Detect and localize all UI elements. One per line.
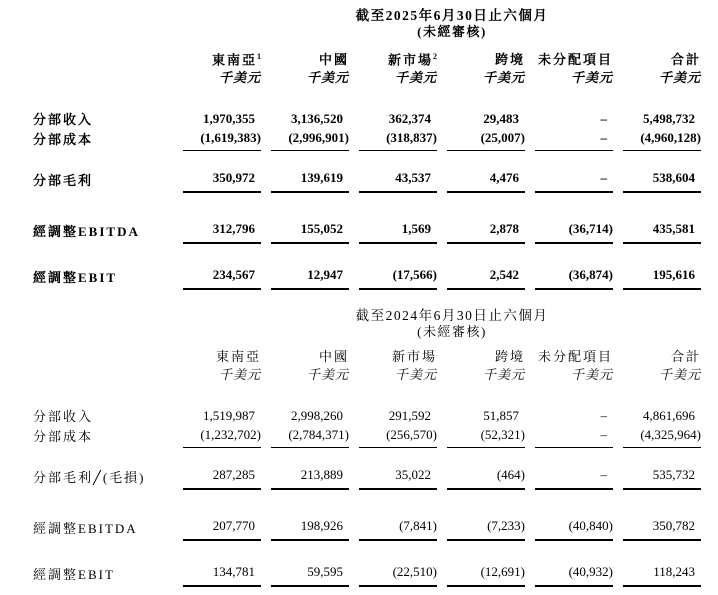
column-header xyxy=(359,48,437,70)
cell-value: 155,052 xyxy=(271,219,349,244)
cell-value: 350,972 xyxy=(183,168,261,193)
cell-value: (22,510) xyxy=(359,562,437,587)
cell-value: (52,321) xyxy=(447,425,525,448)
segment-table-2025-h1 xyxy=(0,8,718,290)
column-label: 新市場 xyxy=(391,349,437,365)
unit-label: 千美元 xyxy=(482,70,525,86)
cell-value: (4,325,964) xyxy=(623,425,701,448)
header-row xyxy=(33,48,701,70)
unit-row xyxy=(33,70,701,109)
column-header xyxy=(271,348,349,367)
spacer-cell xyxy=(33,244,701,265)
cell-value: (40,932) xyxy=(535,562,613,587)
cell-value: 134,781 xyxy=(183,562,261,587)
cell-value: (17,566) xyxy=(359,265,437,290)
unit-label: 千美元 xyxy=(394,367,437,383)
column-label: 新市場 xyxy=(387,52,433,68)
unit-label: 千美元 xyxy=(482,367,525,383)
cell-value: 287,285 xyxy=(183,465,261,490)
cell-value: (4,960,128) xyxy=(623,128,701,151)
column-label: 跨境 xyxy=(494,52,525,68)
cell-value: 43,537 xyxy=(359,168,437,193)
unaudited-note: (未經審核) xyxy=(417,324,487,340)
cell-value: 59,595 xyxy=(271,562,349,587)
row-label: 分部成本 xyxy=(33,429,94,445)
table-row xyxy=(33,168,701,193)
corner-spacer xyxy=(33,48,173,70)
segment-table xyxy=(23,348,711,587)
table-row xyxy=(33,562,701,587)
table-row xyxy=(33,406,701,425)
column-header xyxy=(271,48,349,70)
column-header xyxy=(447,48,525,70)
spacer-cell xyxy=(33,448,701,465)
unit-label: 千美元 xyxy=(218,70,261,86)
period-title: 截至2024年6月30日止六個月 xyxy=(355,308,549,324)
table-row xyxy=(33,465,701,490)
corner-spacer xyxy=(33,367,173,406)
unit-label: 千美元 xyxy=(218,367,261,383)
table-row xyxy=(33,128,701,151)
cell-value: 118,243 xyxy=(623,562,701,587)
table-row xyxy=(33,265,701,290)
cell-value: – xyxy=(535,465,613,490)
column-label: 東南亞 xyxy=(211,52,257,68)
cell-value: 29,483 xyxy=(483,111,519,127)
cell-value: 350,782 xyxy=(623,516,701,541)
cell-value: 312,796 xyxy=(183,219,261,244)
cell-value: 435,581 xyxy=(623,219,701,244)
column-header xyxy=(359,348,437,367)
cell-value: 234,567 xyxy=(183,265,261,290)
cell-value: 207,770 xyxy=(183,516,261,541)
unaudited-note: (未經審核) xyxy=(417,24,487,39)
cell-value: 51,857 xyxy=(483,408,519,424)
spacer-cell xyxy=(33,541,701,562)
cell-value: (25,007) xyxy=(447,128,525,151)
unit-label: 千美元 xyxy=(306,367,349,383)
cell-value: 4,861,696 xyxy=(643,408,695,424)
cell-value: 362,374 xyxy=(388,111,431,127)
segment-table-2024-h1 xyxy=(0,308,718,587)
cell-value: (12,691) xyxy=(447,562,525,587)
column-label: 中國 xyxy=(318,349,349,365)
cell-value: (1,619,383) xyxy=(183,128,261,151)
cell-value: – xyxy=(535,128,613,151)
cell-value: 195,616 xyxy=(623,265,701,290)
cell-value: 1,970,355 xyxy=(203,111,255,127)
cell-value: 198,926 xyxy=(271,516,349,541)
cell-value: 5,498,732 xyxy=(643,111,695,127)
unit-label: 千美元 xyxy=(570,367,613,383)
unit-label: 千美元 xyxy=(394,70,437,86)
unit-label: 千美元 xyxy=(570,70,613,86)
cell-value: 4,476 xyxy=(447,168,525,193)
row-label: 經調整EBIT xyxy=(33,567,115,583)
column-header xyxy=(535,348,613,367)
corner-spacer xyxy=(33,348,173,367)
column-label: 未分配項目 xyxy=(537,349,613,365)
row-spacer xyxy=(33,193,701,219)
cell-value: 535,732 xyxy=(623,465,701,490)
cell-value: (256,570) xyxy=(359,425,437,448)
row-label: 經調整EBIT xyxy=(33,270,118,286)
column-label: 未分配項目 xyxy=(537,52,613,68)
cell-value: (464) xyxy=(447,465,525,490)
cell-value: 2,998,260 xyxy=(291,408,343,424)
column-header xyxy=(623,348,701,367)
cell-value: (7,841) xyxy=(359,516,437,541)
unit-row xyxy=(33,367,701,406)
column-label: 合計 xyxy=(670,349,701,365)
row-label: 經調整EBITDA xyxy=(33,224,140,240)
column-header xyxy=(447,348,525,367)
row-label: 分部毛利 xyxy=(33,173,94,189)
table-row xyxy=(33,516,701,541)
corner-spacer xyxy=(33,70,173,109)
cell-value: – xyxy=(600,408,607,424)
column-label: 合計 xyxy=(670,52,701,68)
spacer-cell xyxy=(33,151,701,168)
column-header xyxy=(183,48,261,70)
column-label: 東南亞 xyxy=(215,349,261,365)
row-spacer xyxy=(33,490,701,516)
cell-value: (36,714) xyxy=(535,219,613,244)
row-spacer xyxy=(33,244,701,265)
spacer-cell xyxy=(33,490,701,516)
cell-value: 1,519,987 xyxy=(203,408,255,424)
row-label: 分部成本 xyxy=(33,132,94,148)
table-row xyxy=(33,425,701,448)
cell-value: (2,996,901) xyxy=(271,128,349,151)
row-label: 分部毛利╱(毛損) xyxy=(33,470,146,486)
column-header xyxy=(183,348,261,367)
cell-value: 139,619 xyxy=(271,168,349,193)
cell-value: 1,569 xyxy=(359,219,437,244)
spacer-cell xyxy=(33,193,701,219)
cell-value: (1,232,702) xyxy=(183,425,261,448)
cell-value: – xyxy=(600,111,607,127)
row-label: 分部收入 xyxy=(33,112,94,128)
cell-value: 538,604 xyxy=(623,168,701,193)
cell-value: (318,837) xyxy=(359,128,437,151)
row-spacer xyxy=(33,151,701,168)
cell-value: (36,874) xyxy=(535,265,613,290)
cell-value: 2,878 xyxy=(447,219,525,244)
column-header xyxy=(535,48,613,70)
header-row xyxy=(33,348,701,367)
column-header xyxy=(623,48,701,70)
cell-value: 291,592 xyxy=(388,408,431,424)
segment-table xyxy=(23,48,711,290)
column-label: 跨境 xyxy=(494,349,525,365)
row-spacer xyxy=(33,541,701,562)
cell-value: 213,889 xyxy=(271,465,349,490)
cell-value: (2,784,371) xyxy=(271,425,349,448)
column-label: 中國 xyxy=(318,52,349,68)
cell-value: 35,022 xyxy=(359,465,437,490)
footnote-marker: 2 xyxy=(433,52,437,61)
unit-label: 千美元 xyxy=(658,70,701,86)
row-spacer xyxy=(33,448,701,465)
cell-value: (7,233) xyxy=(447,516,525,541)
table-row xyxy=(33,219,701,244)
table-row xyxy=(33,109,701,128)
row-label: 經調整EBITDA xyxy=(33,521,138,537)
cell-value: 2,542 xyxy=(447,265,525,290)
unit-label: 千美元 xyxy=(658,367,701,383)
cell-value: 3,136,520 xyxy=(291,111,343,127)
cell-value: – xyxy=(535,425,613,448)
period-title: 截至2025年6月30日止六個月 xyxy=(355,8,549,23)
unit-label: 千美元 xyxy=(306,70,349,86)
footnote-marker: 1 xyxy=(257,52,261,61)
cell-value: – xyxy=(535,168,613,193)
cell-value: (40,840) xyxy=(535,516,613,541)
row-label: 分部收入 xyxy=(33,409,94,425)
cell-value: 12,947 xyxy=(271,265,349,290)
